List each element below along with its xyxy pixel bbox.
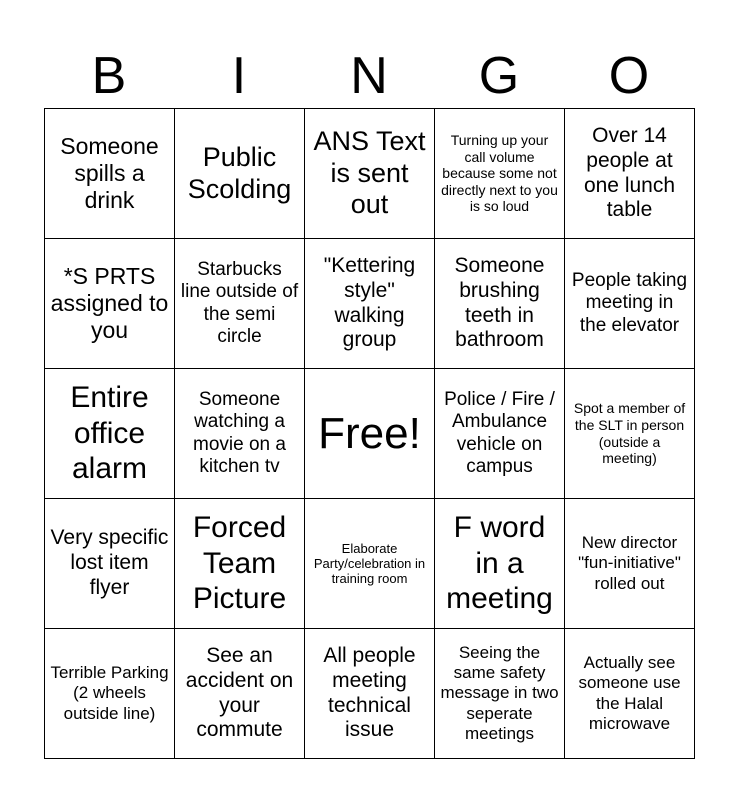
bingo-cell[interactable] bbox=[305, 239, 435, 369]
title-letter-g: G bbox=[478, 47, 520, 105]
bingo-board bbox=[44, 108, 695, 759]
title-letter-n: N bbox=[350, 47, 388, 105]
bingo-cell[interactable] bbox=[305, 109, 435, 239]
cell-text: Turning up your call volume because some not directly next to you is so loud bbox=[441, 132, 558, 215]
cell-text: F word in a meeting bbox=[446, 511, 553, 616]
cell-text: Actually see someone use the Halal microwave bbox=[578, 653, 681, 733]
bingo-cell[interactable] bbox=[565, 629, 695, 759]
bingo-cell[interactable] bbox=[45, 499, 175, 629]
bingo-cell[interactable] bbox=[45, 109, 175, 239]
bingo-cell[interactable] bbox=[435, 629, 565, 759]
cell-text: See an accident on your commute bbox=[185, 643, 294, 742]
cell-text: Very specific lost item flyer bbox=[50, 526, 169, 599]
bingo-cell[interactable] bbox=[305, 499, 435, 629]
cell-text: People taking meeting in the elevator bbox=[571, 269, 688, 336]
bingo-cell[interactable] bbox=[175, 109, 305, 239]
cell-text: Spot a member of the SLT in person (outside a meeting) bbox=[573, 400, 686, 467]
cell-text: Over 14 people at one lunch table bbox=[583, 123, 676, 222]
cell-text: Entire office alarm bbox=[70, 381, 149, 486]
bingo-cell[interactable] bbox=[565, 499, 695, 629]
bingo-cell[interactable] bbox=[305, 629, 435, 759]
bingo-cell[interactable] bbox=[45, 369, 175, 499]
bingo-cell[interactable] bbox=[565, 109, 695, 239]
free-space-text: Free! bbox=[318, 408, 421, 458]
bingo-cell[interactable] bbox=[565, 239, 695, 369]
bingo-cell[interactable] bbox=[175, 369, 305, 499]
bingo-cell[interactable] bbox=[175, 239, 305, 369]
cell-text: Police / Fire / Ambulance vehicle on campus bbox=[444, 388, 555, 477]
bingo-cell[interactable] bbox=[175, 629, 305, 759]
bingo-title bbox=[44, 44, 694, 108]
bingo-cell[interactable] bbox=[435, 499, 565, 629]
bingo-cell[interactable] bbox=[435, 109, 565, 239]
cell-text: Terrible Parking (2 wheels outside line) bbox=[50, 663, 169, 723]
cell-text: Seeing the same safety message in two seperate meetings bbox=[440, 643, 559, 743]
cell-text: New director "fun-initiative" rolled out bbox=[578, 533, 681, 593]
cell-text: *S PRTS assigned to you bbox=[50, 262, 169, 344]
bingo-cell-free[interactable] bbox=[305, 369, 435, 499]
cell-text: Elaborate Party/celebration in training room bbox=[313, 540, 426, 587]
cell-text: All people meeting technical issue bbox=[323, 643, 416, 742]
cell-text: Public Scolding bbox=[187, 141, 292, 204]
title-letter-o: O bbox=[608, 47, 650, 105]
title-letter-b: B bbox=[91, 47, 127, 105]
bingo-cell[interactable] bbox=[435, 369, 565, 499]
bingo-cell[interactable] bbox=[175, 499, 305, 629]
cell-text: ANS Text is sent out bbox=[313, 125, 426, 220]
cell-text: Someone watching a movie on a kitchen tv bbox=[193, 388, 286, 477]
cell-text: Someone brushing teeth in bathroom bbox=[454, 253, 545, 352]
bingo-cell[interactable] bbox=[45, 239, 175, 369]
title-letter-i: I bbox=[231, 47, 247, 105]
cell-text: Someone spills a drink bbox=[60, 132, 159, 214]
cell-text: "Kettering style" walking group bbox=[323, 253, 416, 352]
bingo-cell[interactable] bbox=[565, 369, 695, 499]
bingo-cell[interactable] bbox=[45, 629, 175, 759]
cell-text: Starbucks line outside of the semi circle bbox=[180, 258, 299, 347]
cell-text: Forced Team Picture bbox=[192, 511, 287, 616]
bingo-cell[interactable] bbox=[435, 239, 565, 369]
